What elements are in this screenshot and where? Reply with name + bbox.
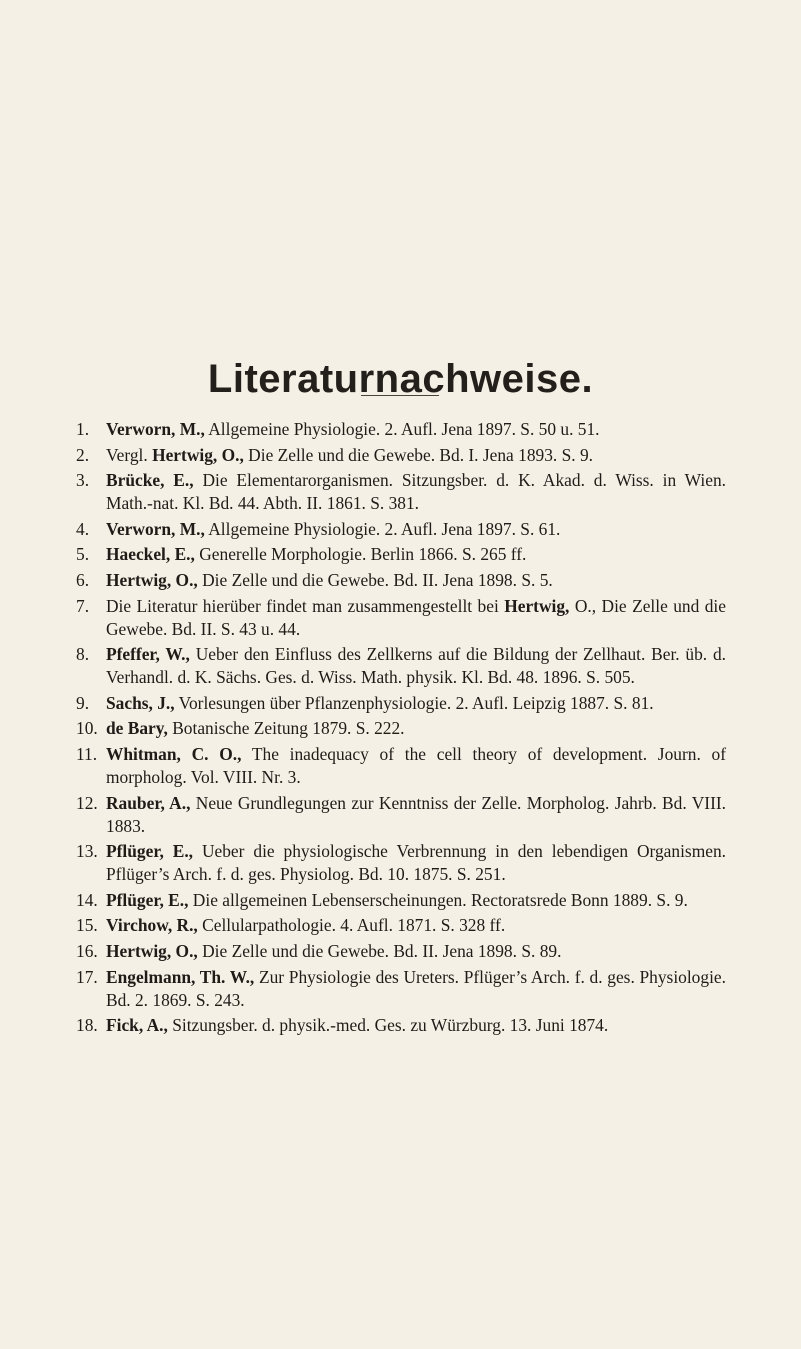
reference-text: Die Zelle und die Gewebe. Bd. II. Jena 1898. S. 5. bbox=[197, 569, 553, 590]
reference-author: Hertwig, O., bbox=[152, 444, 244, 465]
reference-number: 14. bbox=[76, 889, 98, 910]
reference-number: 11. bbox=[76, 743, 98, 764]
reference-text: Generelle Morphologie. Berlin 1866. S. 265 ff. bbox=[194, 544, 527, 565]
reference-item bbox=[76, 469, 726, 515]
reference-number: 7. bbox=[76, 595, 90, 616]
reference-prefix: Vergl. bbox=[106, 444, 153, 465]
reference-item bbox=[76, 914, 726, 937]
reference-number: 5. bbox=[76, 544, 90, 565]
title-divider bbox=[361, 395, 439, 396]
reference-text: Allgemeine Physiologie. 2. Aufl. Jena 1897. S. 61. bbox=[204, 518, 561, 539]
reference-number: 2. bbox=[76, 444, 90, 465]
reference-item bbox=[76, 840, 726, 886]
reference-author: Verworn, M., bbox=[106, 419, 205, 439]
reference-author: Virchow, R., bbox=[106, 915, 198, 936]
reference-text: Die allgemeinen Lebenserscheinungen. Rectoratsrede Bonn 1889. S. 9. bbox=[188, 889, 688, 910]
reference-author: Pflüger, E., bbox=[106, 889, 189, 910]
reference-item bbox=[76, 966, 726, 1012]
reference-text: Die Zelle und die Gewebe. Bd. II. Jena 1898. S. 89. bbox=[197, 940, 562, 961]
reference-number: 9. bbox=[76, 692, 90, 713]
reference-author: Engelmann, Th. W., bbox=[106, 966, 255, 987]
reference-author: Pfeffer, W., bbox=[106, 644, 190, 665]
reference-author: Hertwig, O., bbox=[106, 940, 198, 961]
reference-item bbox=[76, 889, 726, 912]
reference-item bbox=[76, 518, 726, 541]
reference-text: Die Zelle und die Gewebe. Bd. I. Jena 1893. S. 9. bbox=[243, 444, 594, 465]
reference-author: Hertwig, bbox=[504, 595, 570, 616]
reference-item bbox=[76, 418, 726, 441]
reference-author: Fick, A., bbox=[106, 1015, 168, 1036]
reference-number: 1. bbox=[76, 419, 90, 439]
reference-item bbox=[76, 1014, 726, 1037]
reference-number: 10. bbox=[76, 718, 98, 739]
reference-item bbox=[76, 692, 726, 715]
reference-number: 3. bbox=[76, 470, 90, 491]
reference-number: 13. bbox=[76, 841, 98, 862]
reference-number: 15. bbox=[76, 915, 98, 936]
reference-text: Ueber die physiologische Verbrennung in den lebendigen Organismen. Pflüger’s Arch. f. d. ges. Physiolog. Bd. 10. 1875. S. 251. bbox=[106, 841, 726, 885]
reference-item bbox=[76, 444, 726, 467]
reference-number: 6. bbox=[76, 569, 90, 590]
reference-author: Whitman, C. O., bbox=[106, 743, 242, 764]
reference-text: Die Elementarorganismen. Sitzungsber. d. K. Akad. d. Wiss. in Wien. Math.-nat. Kl. Bd. 44. Abth. II. 1861. S. 381. bbox=[106, 470, 726, 514]
reference-author: Pflüger, E., bbox=[106, 841, 194, 862]
reference-item bbox=[76, 940, 726, 963]
reference-number: 17. bbox=[76, 966, 98, 987]
reference-number: 18. bbox=[76, 1015, 98, 1036]
reference-number: 16. bbox=[76, 940, 98, 961]
reference-text: Ueber den Einfluss des Zellkerns auf die Bildung der Zellhaut. Ber. üb. d. Verhandl. d. K. Sächs. Ges. d. Wiss. Math. physik. Kl. Bd. 48. 1896. S. 505. bbox=[106, 644, 726, 688]
reference-item bbox=[76, 643, 726, 689]
reference-author: Verworn, M., bbox=[106, 518, 205, 539]
reference-author: Rauber, A., bbox=[106, 792, 191, 813]
reference-item bbox=[76, 543, 726, 566]
reference-text: The inadequacy of the cell theory of development. Journ. of morpholog. Vol. VIII. Nr. 3. bbox=[106, 743, 726, 787]
reference-number: 12. bbox=[76, 792, 98, 813]
reference-item bbox=[76, 569, 726, 592]
reference-text: Vorlesungen über Pflanzenphysiologie. 2. Aufl. Leipzig 1887. S. 81. bbox=[174, 692, 654, 713]
reference-author: Haeckel, E., bbox=[106, 544, 195, 565]
reference-text: O., Die Zelle und die Gewebe. Bd. II. S. 43 u. 44. bbox=[106, 595, 726, 639]
reference-list bbox=[76, 418, 726, 1040]
reference-number: 8. bbox=[76, 644, 90, 665]
reference-text: Botanische Zeitung 1879. S. 222. bbox=[167, 718, 405, 739]
reference-item bbox=[76, 792, 726, 838]
reference-author: Sachs, J., bbox=[106, 692, 175, 713]
reference-text: Zur Physiologie des Ureters. Pflüger’s Arch. f. d. ges. Physiologie. Bd. 2. 1869. S. 243. bbox=[106, 966, 726, 1010]
reference-author: de Bary, bbox=[106, 718, 168, 739]
reference-item bbox=[76, 743, 726, 789]
reference-text: Allgemeine Physiologie. 2. Aufl. Jena 1897. S. 50 u. 51. bbox=[204, 419, 600, 439]
reference-text: Sitzungsber. d. physik.-med. Ges. zu Würzburg. 13. Juni 1874. bbox=[167, 1015, 609, 1036]
reference-number: 4. bbox=[76, 518, 90, 539]
reference-author: Hertwig, O., bbox=[106, 569, 198, 590]
reference-text: Neue Grundlegungen zur Kenntniss der Zelle. Morpholog. Jahrb. Bd. VIII. 1883. bbox=[106, 792, 727, 836]
reference-item bbox=[76, 595, 726, 641]
reference-author: Brücke, E., bbox=[106, 470, 194, 491]
reference-item bbox=[76, 717, 726, 740]
reference-prefix: Die Literatur hierüber findet man zusammengestellt bei bbox=[106, 595, 505, 616]
page-title: Literaturnachweise. bbox=[207, 356, 594, 401]
reference-text: Cellularpathologie. 4. Aufl. 1871. S. 328 ff. bbox=[197, 915, 506, 936]
